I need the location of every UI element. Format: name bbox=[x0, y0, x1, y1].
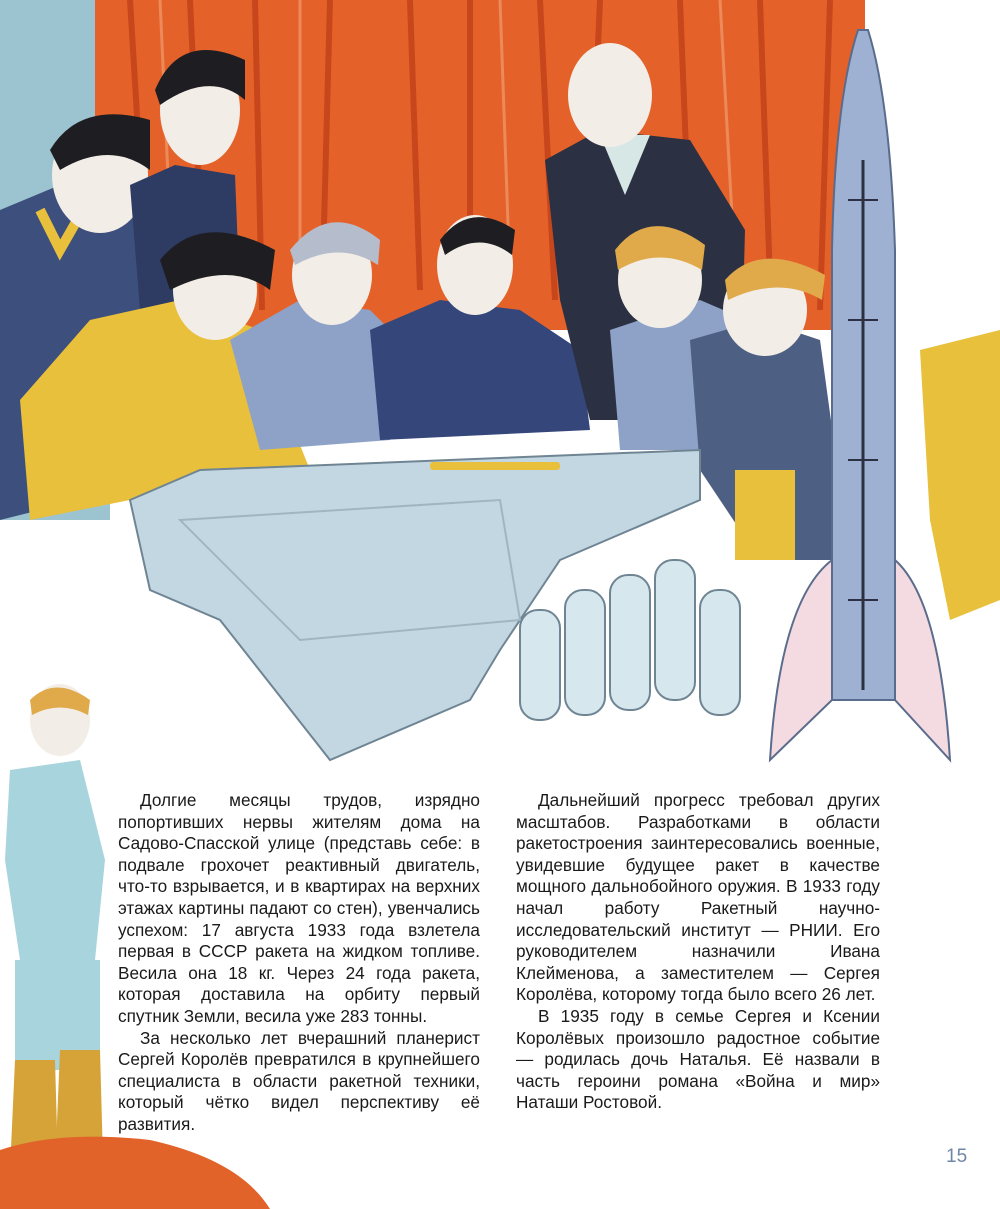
paragraph: Дальнейший прогресс требовал других масштабов. Разработками в области ракетостроения заинтересовались военные, увидевшие будущее ракет в качестве мощного дальнобойного оружия. В 1933 году начал работу Ракетный научно-исследовательский институт — РНИИ. Его руководителем назначили Ивана Клейменова, а заместителем — Сергея Королёва, которому тогда было всего 26 лет. bbox=[516, 790, 880, 1005]
rolled-blueprints bbox=[520, 560, 740, 720]
paragraph: За несколько лет вчерашний планерист Сергей Королёв превратился в крупнейшего специалиста в области ракетной техники, который чётко видел перспективу её развития. bbox=[118, 1027, 480, 1134]
paragraph: В 1935 году в семье Сергея и Ксении Королёвых произошло радостное событие — родилась дочь Наталья. Её назвали в часть героини романа «Война и мир» Наташи Ростовой. bbox=[516, 1005, 880, 1113]
page-number: 15 bbox=[946, 1146, 968, 1167]
paragraph: Долгие месяцы трудов, изрядно попортивших нервы жителям дома на Садово-Спасской улице (представь себе: в подвале грохочет реактивный двигатель, что-то взрывается, и в квартирах на верхних этажах картины падают со стен), увенчались успехом: 17 августа 1933 года взлетела первая в СССР ракета на жидком топливе. Весила она 18 кг. Через 24 года ракета, которая доставила на орбиту первый спутник Земли, весила уже 283 тонны. bbox=[118, 790, 480, 1026]
text-column-right bbox=[516, 790, 880, 1114]
boy-standing bbox=[5, 684, 105, 1170]
text-column-left bbox=[118, 790, 480, 1136]
orange-floor bbox=[0, 1137, 270, 1209]
